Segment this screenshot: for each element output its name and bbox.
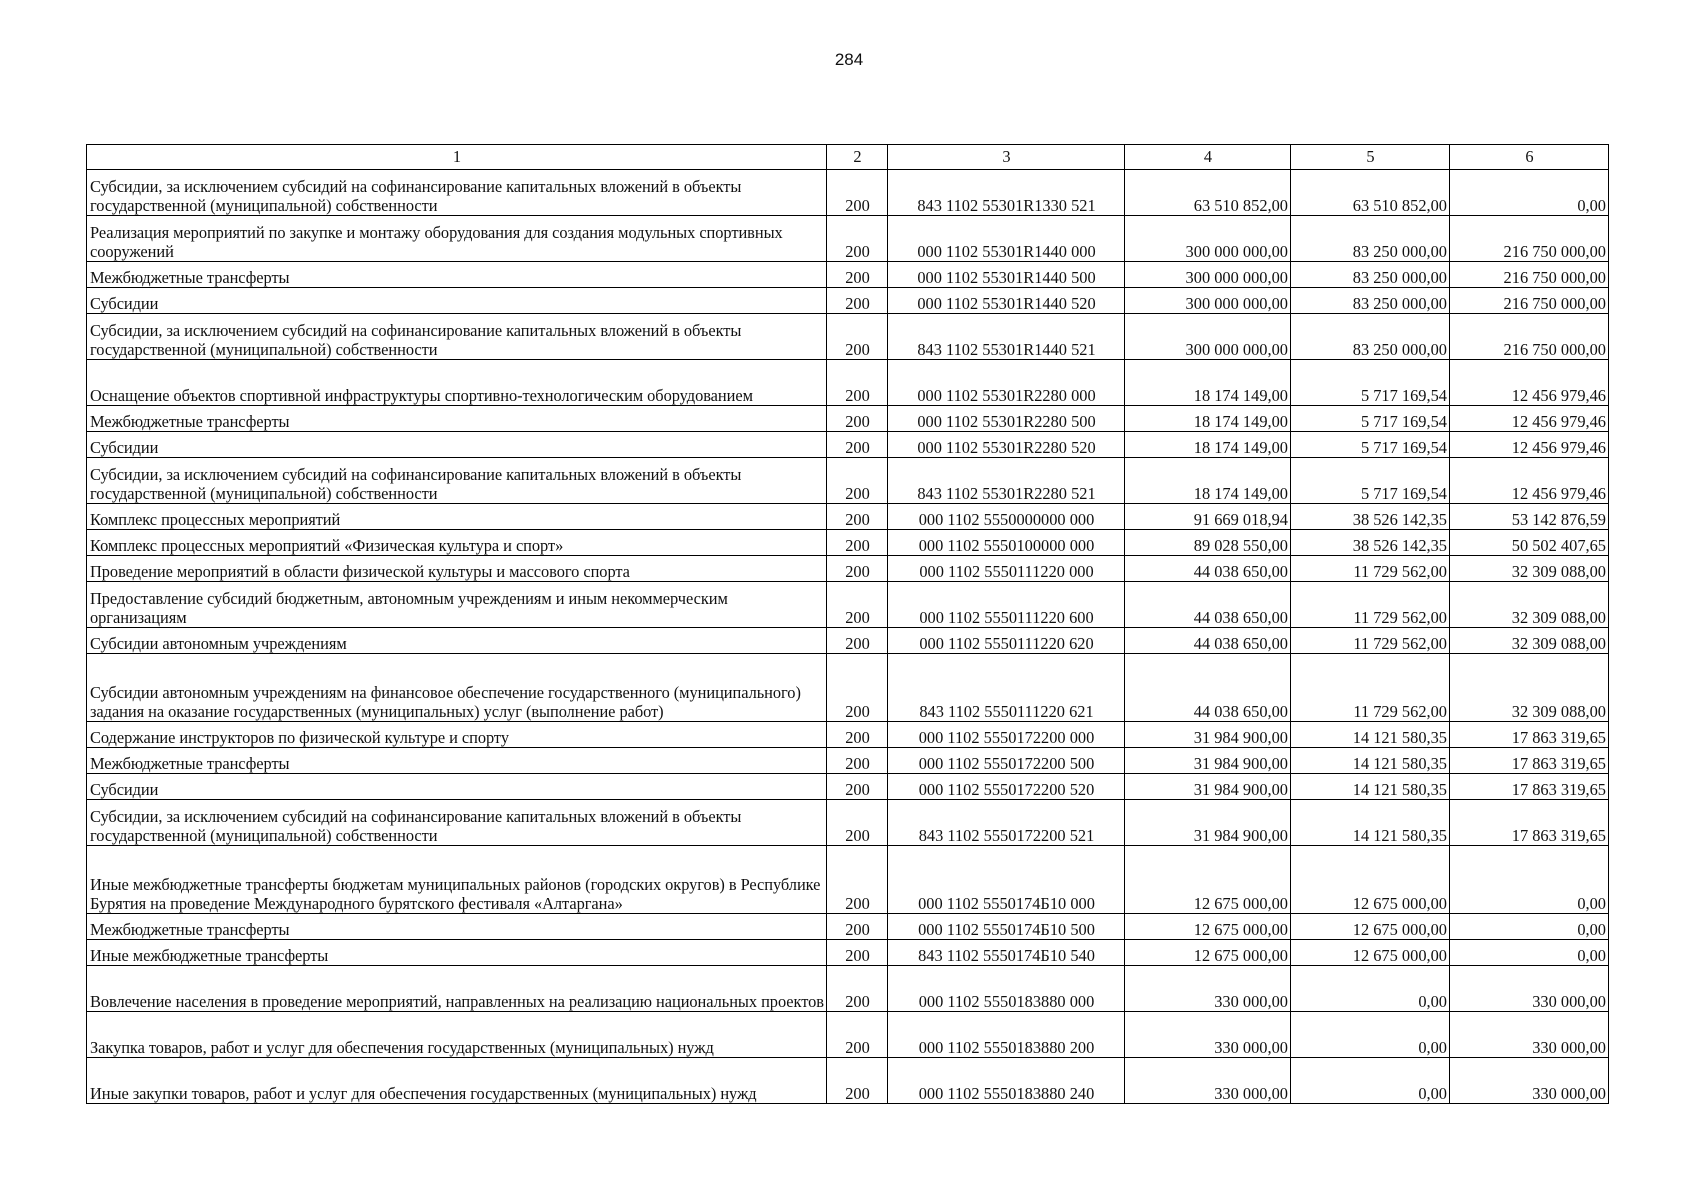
row-col2-cell: 200 [827,722,888,748]
row-col2-cell: 200 [827,288,888,314]
row-code-cell: 000 1102 5550183880 200 [888,1012,1125,1058]
row-name-cell: Межбюджетные трансферты [87,748,827,774]
row-code-cell: 000 1102 55301R2280 520 [888,432,1125,458]
row-code-cell: 000 1102 5550111220 620 [888,628,1125,654]
row-name-cell: Комплекс процессных мероприятий «Физическая культура и спорт» [87,530,827,556]
row-col5-cell: 38 526 142,35 [1291,530,1450,556]
row-col6-cell: 12 456 979,46 [1450,406,1609,432]
row-name-cell: Оснащение объектов спортивной инфраструктуры спортивно-технологическим оборудованием [87,360,827,406]
table-row [87,966,1609,1012]
row-col2-cell: 200 [827,748,888,774]
row-code-cell: 843 1102 5550172200 521 [888,800,1125,846]
row-code-cell: 000 1102 5550183880 240 [888,1058,1125,1104]
row-col4-cell: 18 174 149,00 [1125,406,1291,432]
row-name-cell: Субсидии, за исключением субсидий на софинансирование капитальных вложений в объекты государственной (муниципальной) собственности [87,458,827,504]
row-col5-cell: 5 717 169,54 [1291,432,1450,458]
table-row [87,360,1609,406]
row-col6-cell: 216 750 000,00 [1450,216,1609,262]
row-col4-cell: 300 000 000,00 [1125,216,1291,262]
row-name-cell: Комплекс процессных мероприятий [87,504,827,530]
row-col4-cell: 44 038 650,00 [1125,582,1291,628]
row-col6-cell: 216 750 000,00 [1450,288,1609,314]
row-col4-cell: 18 174 149,00 [1125,458,1291,504]
column-header-4: 4 [1125,145,1291,170]
row-col6-cell: 12 456 979,46 [1450,360,1609,406]
row-name-cell: Субсидии, за исключением субсидий на софинансирование капитальных вложений в объекты государственной (муниципальной) собственности [87,800,827,846]
row-code-cell: 843 1102 5550174Б10 540 [888,940,1125,966]
row-col2-cell: 200 [827,914,888,940]
row-col4-cell: 300 000 000,00 [1125,288,1291,314]
table-row [87,288,1609,314]
row-col6-cell: 17 863 319,65 [1450,774,1609,800]
table-row [87,458,1609,504]
row-col6-cell: 12 456 979,46 [1450,458,1609,504]
row-name-cell: Субсидии [87,774,827,800]
row-col2-cell: 200 [827,170,888,216]
row-col4-cell: 31 984 900,00 [1125,722,1291,748]
row-col5-cell: 38 526 142,35 [1291,504,1450,530]
column-header-3: 3 [888,145,1125,170]
row-col5-cell: 14 121 580,35 [1291,774,1450,800]
row-col2-cell: 200 [827,530,888,556]
row-name-cell: Вовлечение населения в проведение мероприятий, направленных на реализацию национальных проектов [87,966,827,1012]
row-col4-cell: 91 669 018,94 [1125,504,1291,530]
row-col5-cell: 12 675 000,00 [1291,914,1450,940]
row-col4-cell: 44 038 650,00 [1125,654,1291,722]
row-col2-cell: 200 [827,582,888,628]
row-col5-cell: 11 729 562,00 [1291,628,1450,654]
row-col6-cell: 53 142 876,59 [1450,504,1609,530]
row-name-cell: Межбюджетные трансферты [87,914,827,940]
row-col5-cell: 12 675 000,00 [1291,846,1450,914]
column-header-6: 6 [1450,145,1609,170]
table-row [87,722,1609,748]
table-row [87,628,1609,654]
row-code-cell: 000 1102 55301R1440 500 [888,262,1125,288]
row-code-cell: 000 1102 5550000000 000 [888,504,1125,530]
row-col6-cell: 0,00 [1450,846,1609,914]
row-code-cell: 843 1102 5550111220 621 [888,654,1125,722]
row-col2-cell: 200 [827,654,888,722]
table-row [87,1012,1609,1058]
row-code-cell: 000 1102 55301R1440 000 [888,216,1125,262]
row-name-cell: Иные межбюджетные трансферты бюджетам муниципальных районов (городских округов) в Республике Бурятия на проведение Международного бурятского фестиваля «Алтаргана» [87,846,827,914]
row-name-cell: Реализация мероприятий по закупке и монтажу оборудования для создания модульных спортивных сооружений [87,216,827,262]
row-col5-cell: 63 510 852,00 [1291,170,1450,216]
row-col2-cell: 200 [827,262,888,288]
table-row [87,216,1609,262]
row-col5-cell: 83 250 000,00 [1291,216,1450,262]
row-col4-cell: 31 984 900,00 [1125,774,1291,800]
row-code-cell: 000 1102 5550172200 000 [888,722,1125,748]
row-col2-cell: 200 [827,940,888,966]
row-col4-cell: 44 038 650,00 [1125,556,1291,582]
row-col2-cell: 200 [827,1058,888,1104]
row-col5-cell: 11 729 562,00 [1291,654,1450,722]
row-code-cell: 000 1102 55301R2280 500 [888,406,1125,432]
row-col6-cell: 32 309 088,00 [1450,628,1609,654]
row-col6-cell: 216 750 000,00 [1450,314,1609,360]
row-col5-cell: 0,00 [1291,1058,1450,1104]
row-name-cell: Субсидии [87,432,827,458]
column-header-2: 2 [827,145,888,170]
table-body [87,170,1609,1104]
row-name-cell: Межбюджетные трансферты [87,406,827,432]
table-row [87,170,1609,216]
row-col4-cell: 12 675 000,00 [1125,914,1291,940]
column-header-1: 1 [87,145,827,170]
row-col4-cell: 330 000,00 [1125,1058,1291,1104]
row-name-cell: Содержание инструкторов по физической культуре и спорту [87,722,827,748]
row-col2-cell: 200 [827,800,888,846]
row-col2-cell: 200 [827,216,888,262]
row-col5-cell: 5 717 169,54 [1291,406,1450,432]
table-row [87,432,1609,458]
row-col2-cell: 200 [827,556,888,582]
row-col2-cell: 200 [827,432,888,458]
table-row [87,654,1609,722]
table-row [87,1058,1609,1104]
table-row [87,774,1609,800]
row-name-cell: Субсидии, за исключением субсидий на софинансирование капитальных вложений в объекты государственной (муниципальной) собственности [87,170,827,216]
row-col6-cell: 330 000,00 [1450,966,1609,1012]
row-col2-cell: 200 [827,628,888,654]
row-col5-cell: 83 250 000,00 [1291,314,1450,360]
row-col2-cell: 200 [827,314,888,360]
row-col5-cell: 5 717 169,54 [1291,360,1450,406]
header-row [87,145,1609,170]
row-col5-cell: 14 121 580,35 [1291,722,1450,748]
table-row [87,800,1609,846]
table-row [87,262,1609,288]
row-name-cell: Проведение мероприятий в области физической культуры и массового спорта [87,556,827,582]
row-name-cell: Межбюджетные трансферты [87,262,827,288]
row-col6-cell: 32 309 088,00 [1450,582,1609,628]
row-name-cell: Субсидии [87,288,827,314]
row-code-cell: 843 1102 55301R1440 521 [888,314,1125,360]
row-col2-cell: 200 [827,360,888,406]
row-code-cell: 000 1102 55301R1440 520 [888,288,1125,314]
row-col2-cell: 200 [827,406,888,432]
row-col4-cell: 300 000 000,00 [1125,314,1291,360]
table-row [87,940,1609,966]
table-row [87,314,1609,360]
row-col4-cell: 18 174 149,00 [1125,360,1291,406]
row-col2-cell: 200 [827,966,888,1012]
row-name-cell: Субсидии, за исключением субсидий на софинансирование капитальных вложений в объекты государственной (муниципальной) собственности [87,314,827,360]
row-col6-cell: 216 750 000,00 [1450,262,1609,288]
row-col4-cell: 31 984 900,00 [1125,800,1291,846]
row-col6-cell: 0,00 [1450,940,1609,966]
row-col4-cell: 12 675 000,00 [1125,940,1291,966]
row-col4-cell: 300 000 000,00 [1125,262,1291,288]
row-col6-cell: 330 000,00 [1450,1058,1609,1104]
budget-table [86,144,1609,1104]
table-row [87,530,1609,556]
row-col6-cell: 17 863 319,65 [1450,800,1609,846]
row-code-cell: 843 1102 55301R1330 521 [888,170,1125,216]
row-col4-cell: 89 028 550,00 [1125,530,1291,556]
row-col4-cell: 330 000,00 [1125,966,1291,1012]
row-col2-cell: 200 [827,504,888,530]
table-row [87,582,1609,628]
row-name-cell: Субсидии автономным учреждениям на финансовое обеспечение государственного (муниципального) задания на оказание государственных (муниципальных) услуг (выполнение работ) [87,654,827,722]
row-code-cell: 000 1102 5550172200 520 [888,774,1125,800]
row-col5-cell: 83 250 000,00 [1291,288,1450,314]
row-col4-cell: 31 984 900,00 [1125,748,1291,774]
row-col5-cell: 11 729 562,00 [1291,582,1450,628]
row-col5-cell: 14 121 580,35 [1291,748,1450,774]
row-name-cell: Закупка товаров, работ и услуг для обеспечения государственных (муниципальных) нужд [87,1012,827,1058]
row-name-cell: Иные закупки товаров, работ и услуг для обеспечения государственных (муниципальных) нужд [87,1058,827,1104]
table-row [87,556,1609,582]
row-col5-cell: 83 250 000,00 [1291,262,1450,288]
table-row [87,406,1609,432]
row-col6-cell: 32 309 088,00 [1450,556,1609,582]
row-col2-cell: 200 [827,774,888,800]
row-name-cell: Предоставление субсидий бюджетным, автономным учреждениям и иным некоммерческим организациям [87,582,827,628]
row-col2-cell: 200 [827,458,888,504]
row-code-cell: 000 1102 5550183880 000 [888,966,1125,1012]
row-col5-cell: 12 675 000,00 [1291,940,1450,966]
table-row [87,914,1609,940]
row-code-cell: 000 1102 5550174Б10 000 [888,846,1125,914]
row-col6-cell: 0,00 [1450,914,1609,940]
row-col5-cell: 0,00 [1291,1012,1450,1058]
row-col6-cell: 17 863 319,65 [1450,722,1609,748]
row-col4-cell: 63 510 852,00 [1125,170,1291,216]
row-col4-cell: 44 038 650,00 [1125,628,1291,654]
row-col5-cell: 0,00 [1291,966,1450,1012]
row-code-cell: 000 1102 5550111220 000 [888,556,1125,582]
table-row [87,748,1609,774]
row-code-cell: 000 1102 5550172200 500 [888,748,1125,774]
table-row [87,504,1609,530]
row-code-cell: 000 1102 5550100000 000 [888,530,1125,556]
row-col4-cell: 18 174 149,00 [1125,432,1291,458]
row-col6-cell: 50 502 407,65 [1450,530,1609,556]
row-code-cell: 000 1102 55301R2280 000 [888,360,1125,406]
row-col6-cell: 12 456 979,46 [1450,432,1609,458]
row-code-cell: 000 1102 5550111220 600 [888,582,1125,628]
row-name-cell: Субсидии автономным учреждениям [87,628,827,654]
row-col6-cell: 0,00 [1450,170,1609,216]
row-code-cell: 843 1102 55301R2280 521 [888,458,1125,504]
row-col5-cell: 11 729 562,00 [1291,556,1450,582]
row-col2-cell: 200 [827,1012,888,1058]
row-name-cell: Иные межбюджетные трансферты [87,940,827,966]
row-col4-cell: 12 675 000,00 [1125,846,1291,914]
table-row [87,846,1609,914]
column-header-5: 5 [1291,145,1450,170]
row-col6-cell: 17 863 319,65 [1450,748,1609,774]
row-code-cell: 000 1102 5550174Б10 500 [888,914,1125,940]
row-col6-cell: 32 309 088,00 [1450,654,1609,722]
page-number: 284 [834,50,864,69]
row-col4-cell: 330 000,00 [1125,1012,1291,1058]
row-col2-cell: 200 [827,846,888,914]
row-col5-cell: 14 121 580,35 [1291,800,1450,846]
row-col5-cell: 5 717 169,54 [1291,458,1450,504]
row-col6-cell: 330 000,00 [1450,1012,1609,1058]
